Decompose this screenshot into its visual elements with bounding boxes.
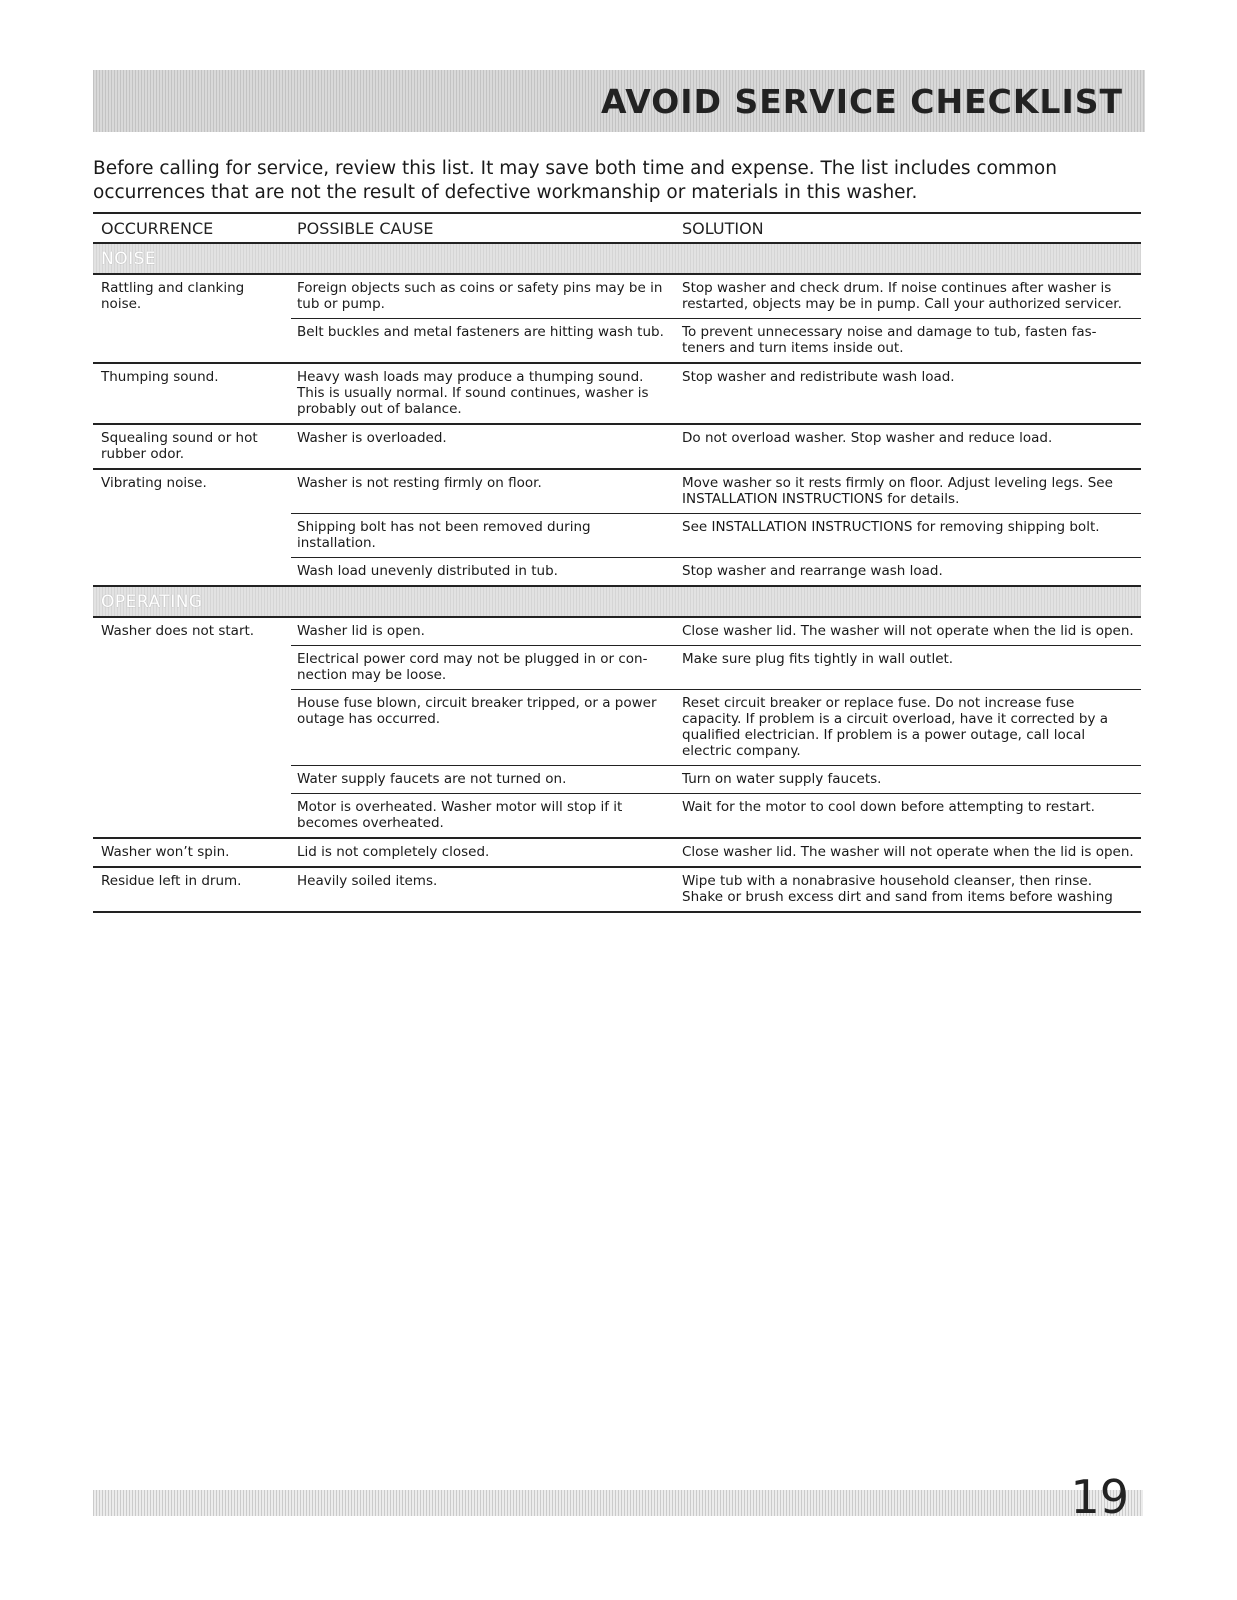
- possible-cause-cell: Shipping bolt has not been removed during installation.: [297, 519, 591, 551]
- occurrence-group: [93, 425, 1141, 470]
- column-header-solution: SOLUTION: [682, 218, 764, 238]
- occurrence-cell: Squealing sound or hot rubber odor.: [101, 430, 258, 462]
- occurrence-group: [93, 839, 1141, 868]
- occurrence-group: [93, 868, 1141, 913]
- occurrence-group: [93, 470, 1141, 587]
- column-header-possible-cause: POSSIBLE CAUSE: [297, 218, 434, 238]
- possible-cause-cell: Washer lid is open.: [297, 623, 425, 639]
- table-row: [291, 794, 1141, 837]
- table-row: [291, 766, 1141, 794]
- table-row: [291, 690, 1141, 766]
- solution-cell: Make sure plug fits tightly in wall outlet.: [682, 651, 954, 667]
- possible-cause-cell: Washer is overloaded.: [297, 430, 447, 446]
- cause-solution-rows: [291, 275, 1141, 362]
- possible-cause-cell: Lid is not completely closed.: [297, 844, 490, 860]
- table-row: [291, 839, 1141, 866]
- solution-cell: Do not overload washer. Stop washer and reduce load.: [682, 430, 1053, 446]
- section-label: NOISE: [101, 248, 157, 269]
- possible-cause-cell: Washer is not resting firmly on floor.: [297, 475, 542, 491]
- possible-cause-cell: Heavily soiled items.: [297, 873, 438, 889]
- occurrence-cell: Rattling and clanking noise.: [101, 280, 245, 312]
- occurrence-cell: Vibrating noise.: [101, 475, 207, 491]
- solution-cell: Stop washer and rearrange wash load.: [682, 563, 943, 579]
- table-header: [93, 214, 1141, 244]
- table-row: [291, 868, 1141, 911]
- cause-solution-rows: [291, 470, 1141, 585]
- page-number: 19: [1070, 1470, 1129, 1524]
- solution-cell: Stop washer and check drum. If noise continues after washer is restarted, objects may be in pump. Call your authorized servicer.: [682, 280, 1122, 312]
- occurrence-group: [93, 618, 1141, 839]
- occurrence-group: [93, 275, 1141, 364]
- cause-solution-rows: [291, 425, 1141, 468]
- table-row: [291, 275, 1141, 319]
- possible-cause-cell: House fuse blown, circuit breaker tripped, or a power outage has occurred.: [297, 695, 657, 727]
- solution-cell: Wipe tub with a nonabrasive household cleanser, then rinse. Shake or brush excess dirt and sand from items before washing: [682, 873, 1113, 905]
- occurrence-cell: Thumping sound.: [101, 369, 219, 385]
- possible-cause-cell: Foreign objects such as coins or safety pins may be in tub or pump.: [297, 280, 663, 312]
- header-banner: [93, 70, 1145, 132]
- possible-cause-cell: Wash load unevenly distributed in tub.: [297, 563, 558, 579]
- occurrence-cell: Washer does not start.: [101, 623, 255, 639]
- section-band-noise: [93, 244, 1141, 275]
- checklist-table: [93, 212, 1141, 913]
- possible-cause-cell: Belt buckles and metal fasteners are hitting wash tub.: [297, 324, 664, 340]
- cause-solution-rows: [291, 364, 1141, 423]
- solution-cell: Turn on water supply faucets.: [682, 771, 882, 787]
- table-row: [291, 618, 1141, 646]
- column-header-occurrence: OCCURRENCE: [101, 218, 214, 238]
- table-row: [291, 319, 1141, 362]
- table-row: [291, 514, 1141, 558]
- solution-cell: To prevent unnecessary noise and damage to tub, fasten fas-teners and turn items inside out.: [682, 324, 1097, 356]
- occurrence-cell: Residue left in drum.: [101, 873, 242, 889]
- cause-solution-rows: [291, 839, 1141, 866]
- solution-cell: Wait for the motor to cool down before attempting to restart.: [682, 799, 1095, 815]
- section-band-operating: [93, 587, 1141, 618]
- table-row: [291, 558, 1141, 585]
- possible-cause-cell: Electrical power cord may not be plugged in or con-nection may be loose.: [297, 651, 648, 683]
- solution-cell: Close washer lid. The washer will not operate when the lid is open.: [682, 844, 1134, 860]
- possible-cause-cell: Motor is overheated. Washer motor will stop if it becomes overheated.: [297, 799, 623, 831]
- solution-cell: Stop washer and redistribute wash load.: [682, 369, 955, 385]
- footer-band: [93, 1490, 1143, 1516]
- intro-paragraph: Before calling for service, review this list. It may save both time and expense. The list includes common occurrences that are not the result of defective workmanship or materials in this washer.: [93, 158, 1057, 203]
- table-row: [291, 470, 1141, 514]
- possible-cause-cell: Heavy wash loads may produce a thumping sound. This is usually normal. If sound continues, washer is probably out of balance.: [297, 369, 649, 417]
- occurrence-group: [93, 364, 1141, 425]
- table-row: [291, 425, 1141, 452]
- occurrence-cell: Washer won’t spin.: [101, 844, 230, 860]
- table-row: [291, 364, 1141, 423]
- cause-solution-rows: [291, 618, 1141, 837]
- possible-cause-cell: Water supply faucets are not turned on.: [297, 771, 567, 787]
- solution-cell: See INSTALLATION INSTRUCTIONS for removing shipping bolt.: [682, 519, 1100, 535]
- solution-cell: Reset circuit breaker or replace fuse. Do not increase fuse capacity. If problem is a circuit overload, have it corrected by a qualified electrician. If problem is a power outage, call local electric company.: [682, 695, 1109, 759]
- solution-cell: Close washer lid. The washer will not operate when the lid is open.: [682, 623, 1134, 639]
- section-label: OPERATING: [101, 591, 203, 612]
- page-title: AVOID SERVICE CHECKLIST: [600, 81, 1123, 121]
- cause-solution-rows: [291, 868, 1141, 911]
- table-row: [291, 646, 1141, 690]
- solution-cell: Move washer so it rests firmly on floor. Adjust leveling legs. See INSTALLATION INSTRUCTIONS for details.: [682, 475, 1113, 507]
